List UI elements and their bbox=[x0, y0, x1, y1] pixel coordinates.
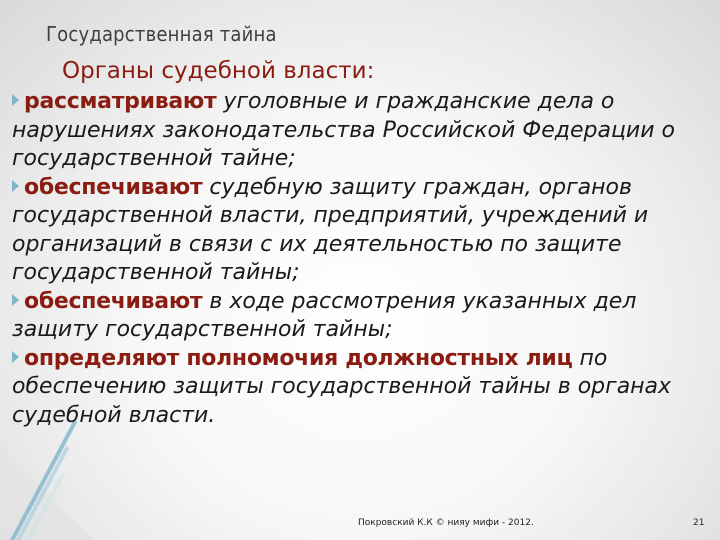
item-text: по обеспечению защиты государственной тайны в органах судебной власти. bbox=[12, 345, 672, 428]
bullet-list bbox=[8, 88, 708, 430]
slide-subtitle: Органы судебной власти: bbox=[62, 58, 375, 84]
triangle-right-icon bbox=[12, 94, 19, 106]
list-item bbox=[8, 174, 708, 288]
list-item bbox=[8, 345, 708, 431]
item-keyword: обеспечивают bbox=[24, 288, 203, 314]
item-text: в ходе рассмотрения указанных дел защиту государственной тайны; bbox=[12, 288, 637, 342]
item-keyword: обеспечивают bbox=[24, 174, 203, 200]
slide-header-title: Государственная тайна bbox=[46, 22, 277, 46]
triangle-right-icon bbox=[12, 294, 19, 306]
triangle-right-icon bbox=[12, 180, 19, 192]
corner-decoration bbox=[0, 445, 95, 540]
footer-credit: Покровский К.К © нияу мифи - 2012. bbox=[358, 518, 534, 528]
list-item bbox=[8, 288, 708, 345]
page-number: 21 bbox=[693, 518, 705, 528]
item-text: уголовные и гражданские дела о нарушениях законодательства Российской Федерации о государственной тайне; bbox=[12, 89, 675, 171]
item-text: судебную защиту граждан, органов государственной власти, предприятий, учреждений и организаций в связи с их деятельностью по защите государственной тайны; bbox=[12, 174, 649, 285]
triangle-right-icon bbox=[12, 351, 19, 363]
item-keyword: определяют полномочия должностных лиц bbox=[24, 345, 573, 371]
item-keyword: рассматривают bbox=[24, 89, 217, 114]
list-item bbox=[8, 88, 708, 174]
